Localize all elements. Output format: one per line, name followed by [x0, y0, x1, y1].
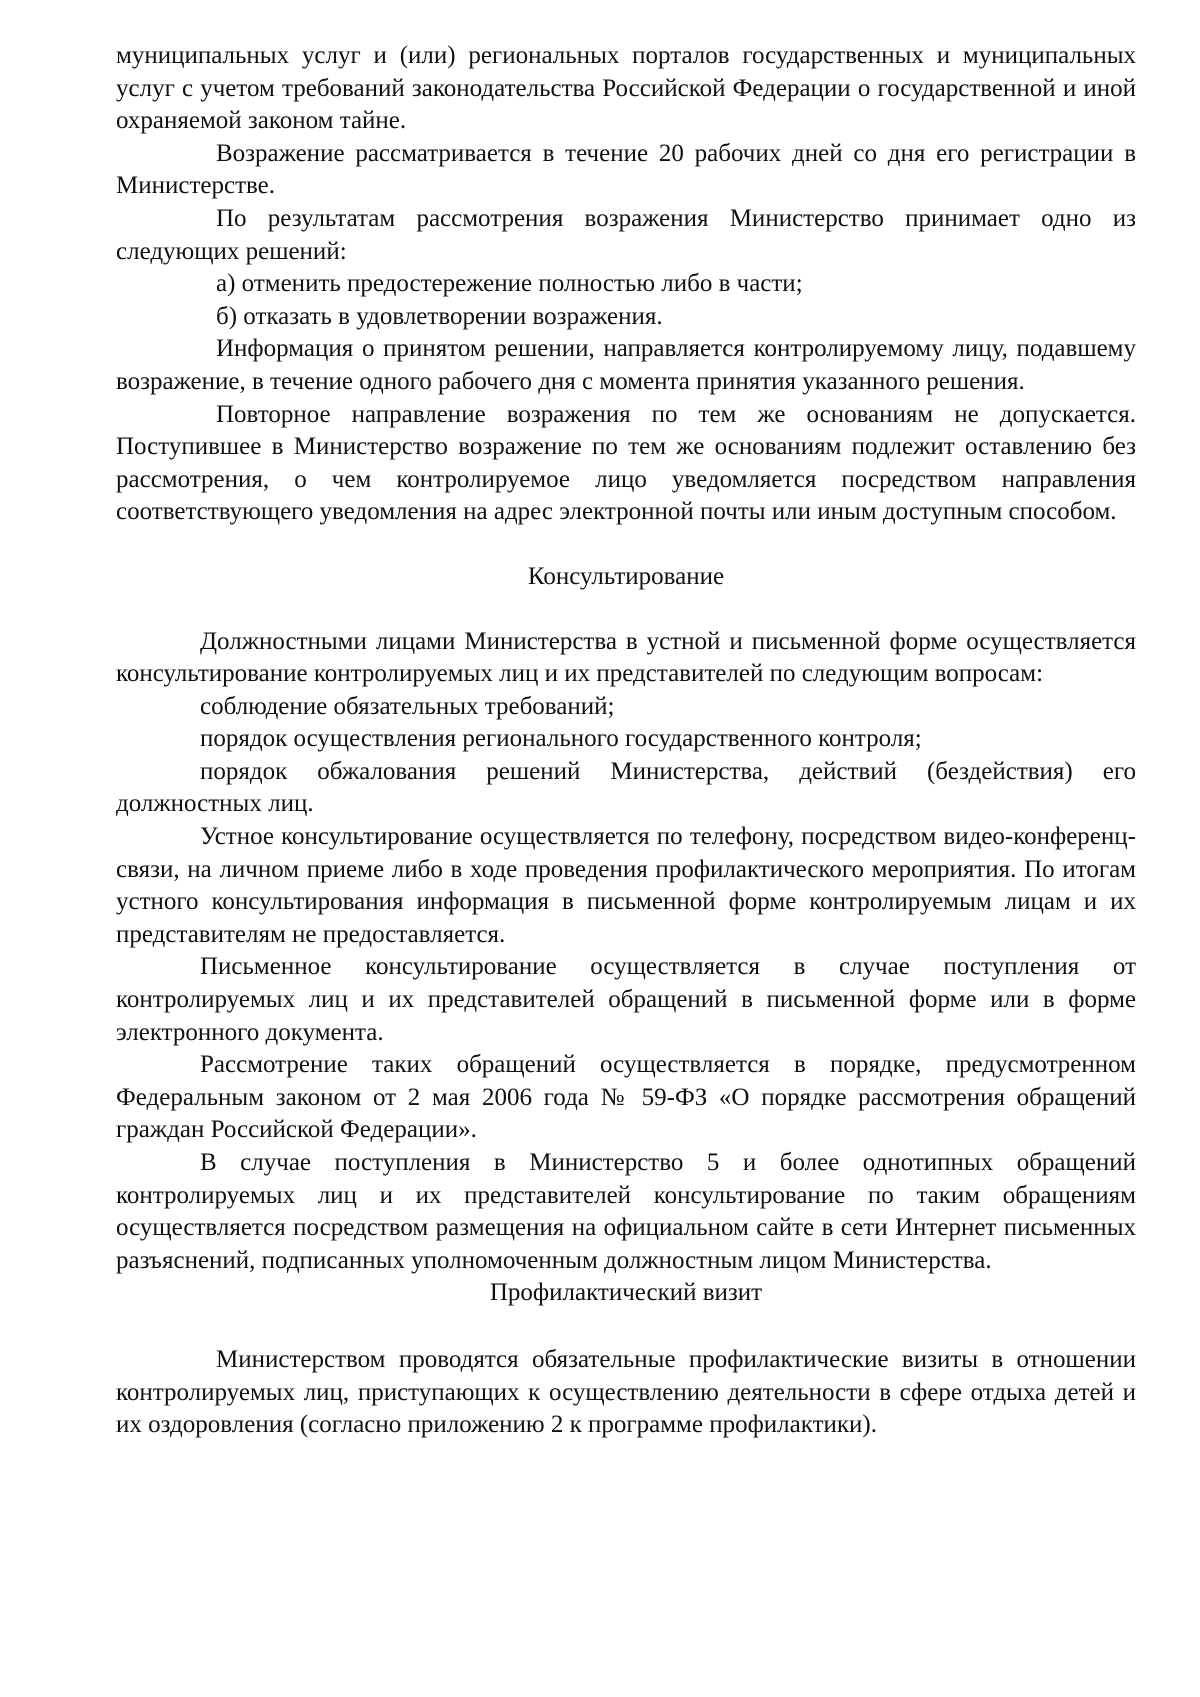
section-title-visit: Профилактический визит	[489, 1279, 763, 1307]
paragraph-decisions-intro: По результатам рассмотрения возражения Министерство принимает одно из следующих решений:	[116, 204, 1136, 265]
paragraph-repeat-objection: Повторное направление возражения по тем же основаниям не допускается. Поступившее в Министерство возражение по тем же основаниям подлежит оставлению без рассмотрения, о чем контролируемое лицо уведомляется посредством направления соответствующего уведомления на адрес электронной почты или иным доступным способом.	[116, 400, 1136, 526]
spacer	[116, 1310, 1136, 1344]
paragraph-oral-consulting: Устное консультирование осуществляется по телефону, посредством видео-конференц-связи, на личном приеме либо в ходе проведения профилактического мероприятия. По итогам устного консультирования информация в письменной форме контролируемым лицам и их представителям не предоставляется.	[116, 823, 1136, 948]
document-page	[116, 40, 1136, 1442]
list-item-cancel: а) отменить предостережение полностью либо в части;	[216, 270, 803, 298]
paragraph-continuation: муниципальных услуг и (или) региональных порталов государственных и муниципальных услуг с учетом требований законодательства Российской Федерации о государственной и иной охраняемой законом тайне.	[116, 42, 1136, 135]
list-item-control-order: порядок осуществления регионального государственного контроля;	[200, 725, 922, 753]
spacer	[116, 594, 1136, 626]
paragraph-consulting-intro: Должностными лицами Министерства в устной и письменной форме осуществляется консультирование контролируемых лиц и их представителей по следующим вопросам:	[116, 627, 1136, 688]
list-item-refuse: б) отказать в удовлетворении возражения.	[216, 302, 663, 330]
paragraph-objection-term: Возражение рассматривается в течение 20 рабочих дней со дня его регистрации в Министерстве.	[116, 139, 1136, 200]
paragraph-mandatory-visits: Министерством проводятся обязательные профилактические визиты в отношении контролируемых лиц, приступающих к осуществлению деятельности в сфере отдыха детей и их оздоровления (согласно приложению 2 к программе профилактики).	[116, 1345, 1136, 1439]
paragraph-review-order: Рассмотрение таких обращений осуществляется в порядке, предусмотренном Федеральным законом от 2 мая 2006 года № 59-ФЗ «О порядке рассмотрения обращений граждан Российской Федерации».	[116, 1051, 1136, 1144]
paragraph-written-consulting: Письменное консультирование осуществляется в случае поступления от контролируемых лиц и их представителей обращений в письменной форме или в форме электронного документа.	[116, 953, 1136, 1046]
paragraph-mass-requests: В случае поступления в Министерство 5 и более однотипных обращений контролируемых лиц и их представителей консультирование по таким обращениям осуществляется посредством размещения на официальном сайте в сети Интернет письменных разъяснений, подписанных уполномоченным должностным лицом Министерства.	[116, 1149, 1136, 1274]
section-title-consulting: Консультирование	[527, 562, 725, 590]
spacer	[116, 529, 1136, 561]
paragraph-decision-info: Информация о принятом решении, направляется контролируемому лицу, подавшему возражение, в течение одного рабочего дня с момента принятия указанного решения.	[116, 335, 1136, 395]
list-item-appeal-order: порядок обжалования решений Министерства, действий (бездействия) его должностных лиц.	[116, 757, 1136, 818]
list-item-requirements: соблюдение обязательных требований;	[200, 692, 615, 720]
